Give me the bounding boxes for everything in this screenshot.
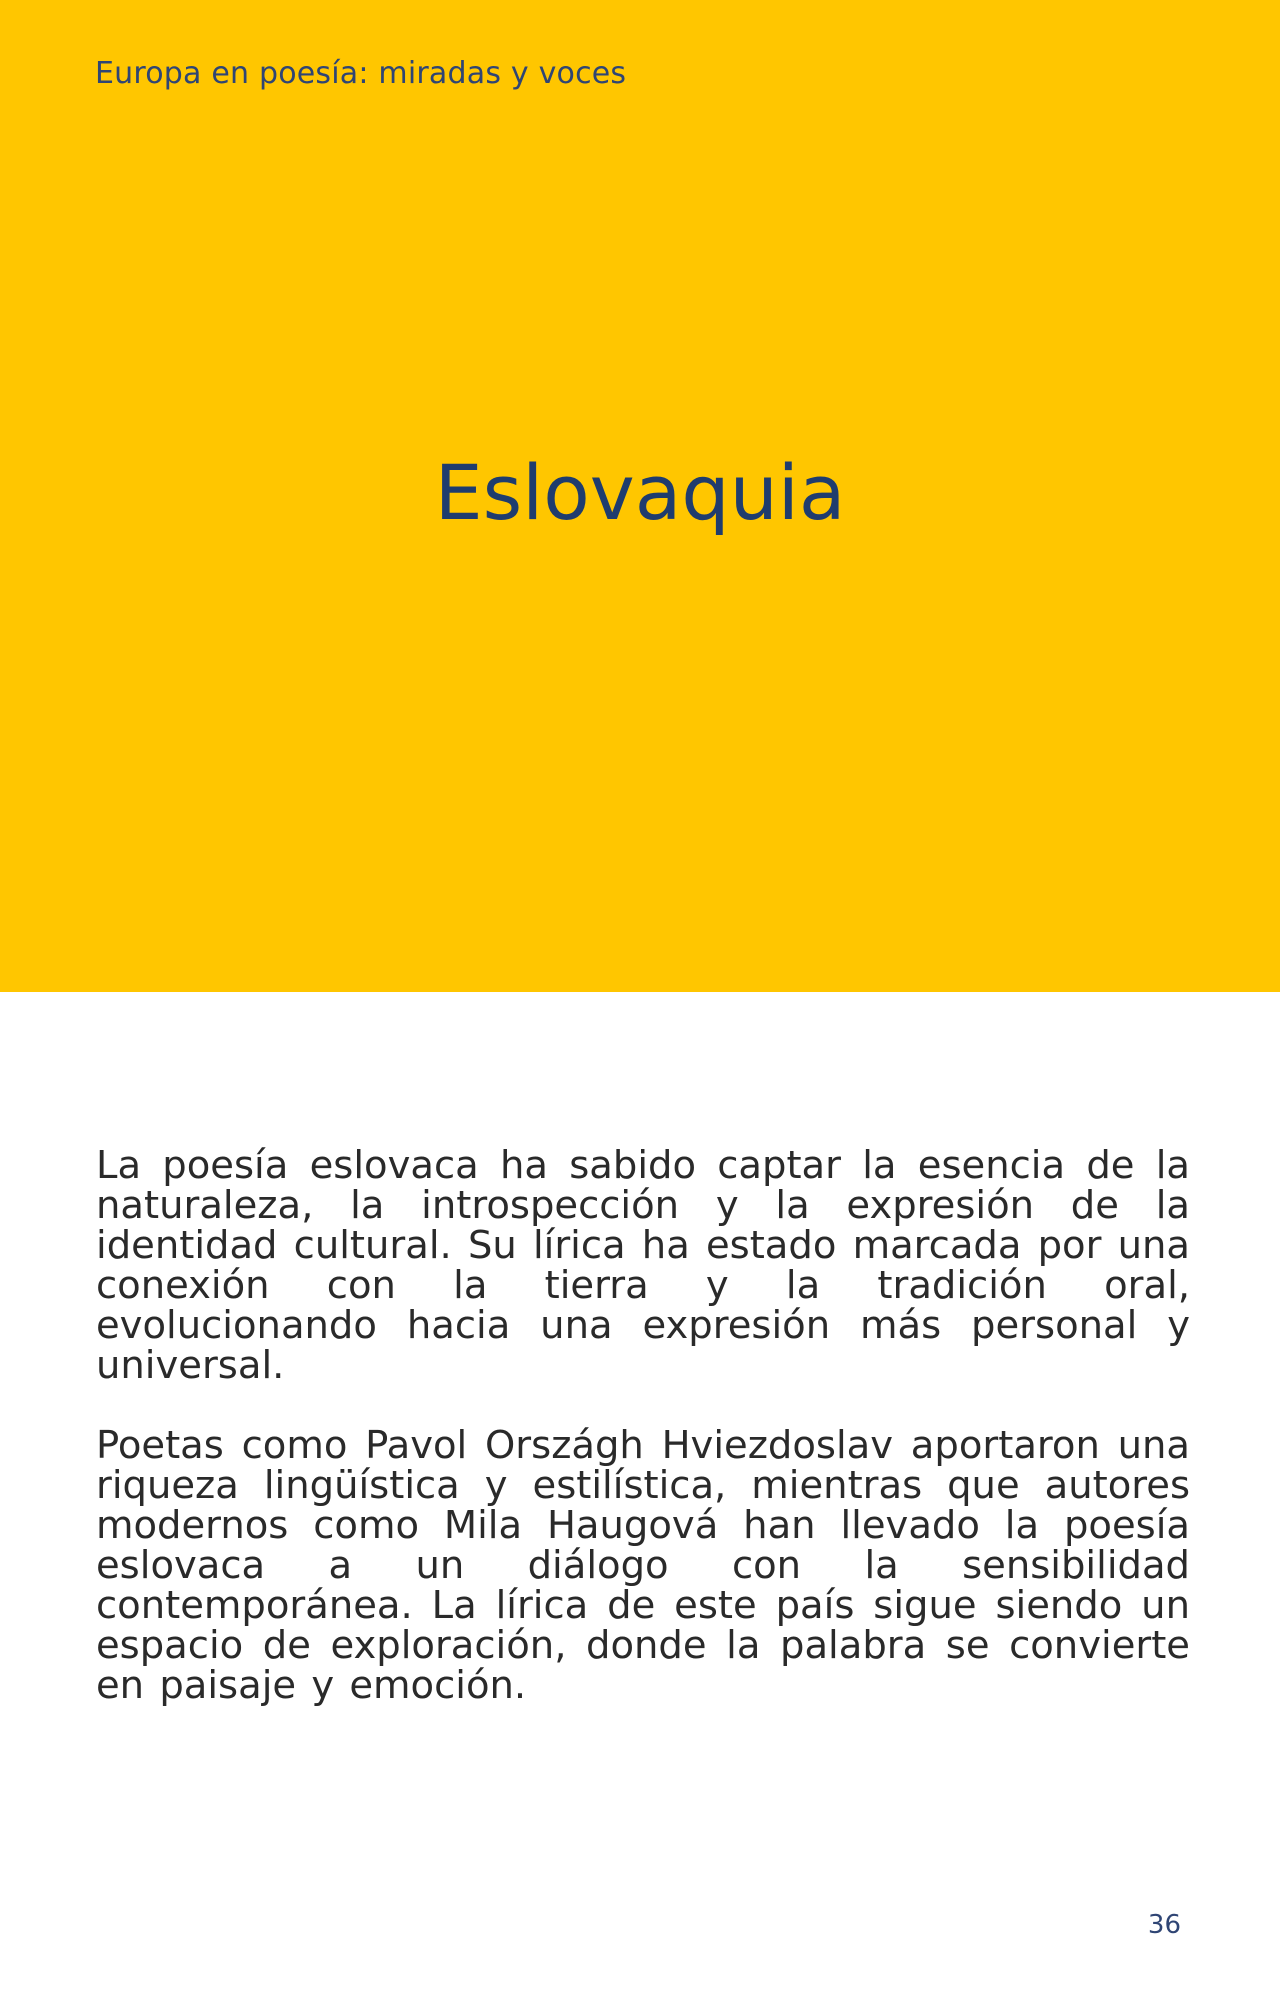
paragraph-2: Poetas como Pavol Országh Hviezdoslav aportaron una riqueza lingüística y estilística, mientras que autores modernos como Mila Haugová han llevado la poesía eslovaca a un diálogo con la sensibilidad contemporánea. La lírica de este país sigue siendo un espacio de exploración, donde la palabra se convierte en paisaje y emoción.	[96, 1423, 1190, 1708]
running-header: Europa en poesía: miradas y voces	[95, 56, 627, 91]
page-number: 36	[1147, 1910, 1181, 1940]
yellow-header-band	[0, 0, 1280, 992]
body-text	[96, 1143, 1190, 1746]
chapter-title: Eslovaquia	[434, 448, 846, 537]
paragraph-1: La poesía eslovaca ha sabido captar la esencia de la naturaleza, la introspección y la expresión de la identidad cultural. Su lírica ha estado marcada por una conexión con la tierra y la tradición oral, evolucionando hacia una expresión más personal y universal.	[96, 1143, 1190, 1388]
